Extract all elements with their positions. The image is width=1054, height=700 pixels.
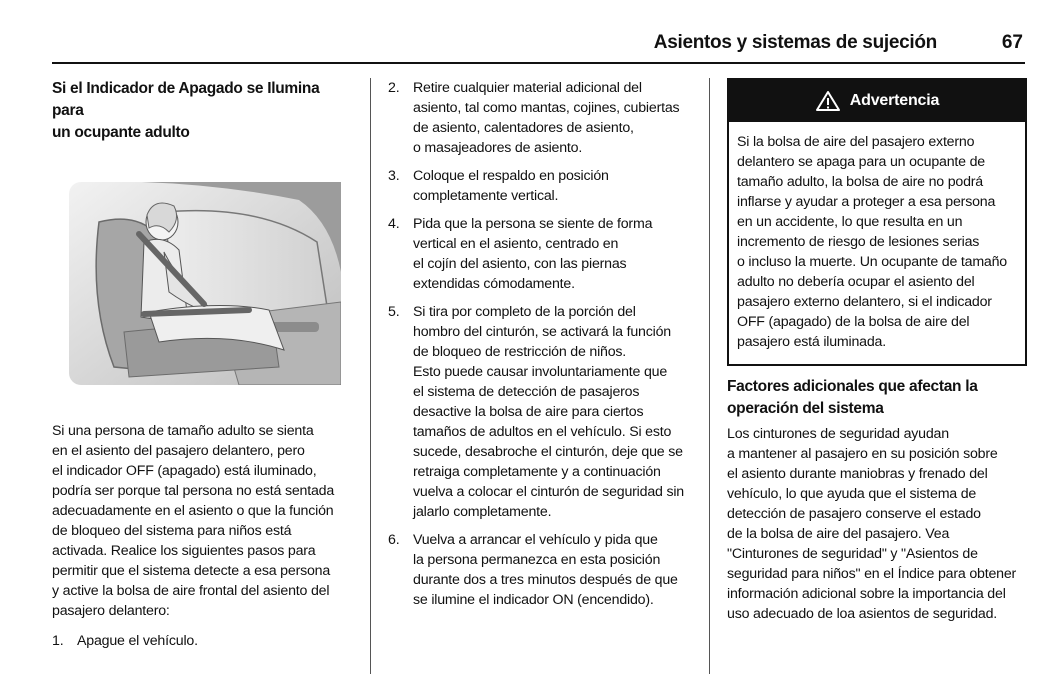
column-1 bbox=[52, 78, 354, 659]
section-title: Asientos y sistemas de sujeción bbox=[653, 32, 937, 53]
warning-triangle-icon bbox=[815, 90, 841, 112]
warning-box bbox=[727, 78, 1027, 366]
adult-occupant-paragraph: Si una persona de tamaño adulto se sienta en el asiento del pasajero delantero, pero el indicador OFF (apagado) está iluminado, podría ser porque tal persona no está sentada adecuadamente en el asiento o que la función de bloqueo del sistema para niños está activada. Realice los siguientes pasos para permitir que el sistema detecte a esa persona y active la bolsa de aire frontal del asiento del pasajero delantero: bbox=[52, 423, 335, 619]
list-item: 4. Pida que la persona se siente de forma vertical en el asiento, centrado en el cojín del asiento, con las piernas extendidas cómodamente. bbox=[388, 216, 653, 292]
column-divider bbox=[709, 78, 710, 674]
list-item: 5. Si tira por completo de la porción del hombro del cinturón, se activará la función de bloqueo de restricción de niños. Esto puede causar involuntariamente que el sistema de detección de pasajeros desactive la bolsa de aire para ciertos tamaños de adultos en el vehículo. Si esto sucede, desabroche el cinturón, deje que se retraiga completamente y a continuación vuelva a colocar el cinturón de seguridad sin jalarlo completamente. bbox=[388, 304, 684, 520]
warning-header bbox=[729, 80, 1025, 122]
adult-occupant-heading: Si el Indicador de Apagado se Ilumina para un ocupante adulto bbox=[52, 80, 320, 141]
page-header bbox=[52, 28, 1025, 64]
column-3 bbox=[727, 78, 1027, 624]
page-number: 67 bbox=[1001, 32, 1023, 53]
step-list bbox=[52, 631, 354, 651]
warning-title: Advertencia bbox=[849, 92, 940, 109]
additional-factors-paragraph: Los cinturones de seguridad ayudan a mantener al pasajero en su posición sobre el asiento durante maniobras y frenado del vehículo, lo que ayuda que el sistema de detección de pasajero conserve el estado de la bolsa de aire del pasajero. Vea "Cinturones de seguridad" y "Asientos de seguridad para niños" en el Índice para obtener información adicional sobre la importancia del uso adecuado de loa asientos de seguridad. bbox=[727, 426, 1017, 622]
list-item: 1. Apague el vehículo. bbox=[52, 633, 198, 649]
warning-body: Si la bolsa de aire del pasajero externo delantero se apaga para un ocupante de tamaño adulto, la bolsa de aire no podrá inflarse y ayudar a proteger a esa persona en un accidente, lo que resulta en un incremento de riesgo de lesiones serias o incluso la muerte. Un ocupante de tamaño adulto no debería ocupar el asiento del pasajero externo delantero, si el indicador OFF (apagado) de la bolsa de aire del pasajero está iluminada. bbox=[737, 134, 1008, 350]
seated-adult-passenger-illustration bbox=[69, 182, 341, 385]
list-item: 2. Retire cualquier material adicional del asiento, tal como mantas, cojines, cubiertas de asiento, calentadores de asiento, o masajeadores de asiento. bbox=[388, 80, 680, 156]
column-divider bbox=[370, 78, 371, 674]
column-2 bbox=[388, 78, 692, 618]
step-list bbox=[388, 78, 692, 610]
additional-factors-heading: Factores adicionales que afectan la operación del sistema bbox=[727, 378, 978, 417]
list-item: 6. Vuelva a arrancar el vehículo y pida que la persona permanezca en esta posición durante dos a tres minutos después de que se ilumine el indicador ON (encendido). bbox=[388, 532, 678, 608]
list-item: 3. Coloque el respaldo en posición completamente vertical. bbox=[388, 168, 609, 204]
